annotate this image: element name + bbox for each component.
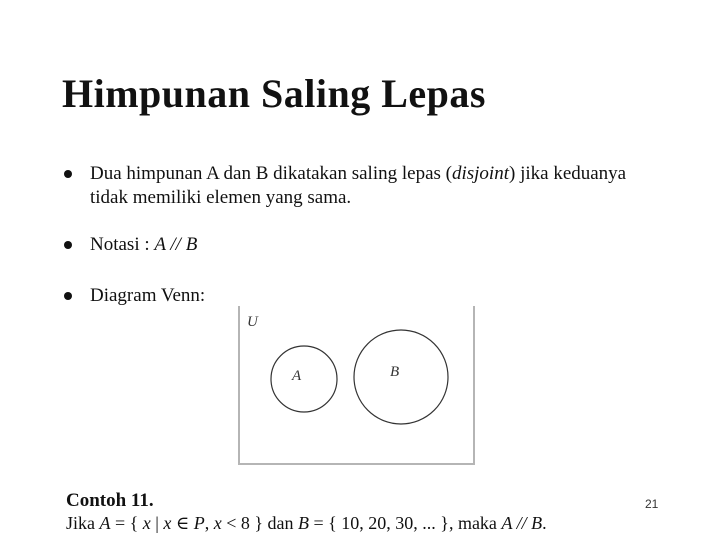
example-part: < 8 } dan: [221, 513, 299, 533]
definition-disjoint-term: disjoint: [451, 163, 509, 184]
definition-line1-start: Dua himpunan A dan B dikatakan saling lepas (: [90, 163, 452, 184]
slide-title: Himpunan Saling Lepas: [62, 71, 486, 116]
example-part: = {: [110, 513, 143, 533]
page-number: 21: [645, 497, 659, 511]
example-part: ∈: [171, 513, 194, 533]
example-part: ,: [204, 513, 214, 533]
bullet-dot-icon: [64, 241, 72, 249]
example-part: x: [163, 513, 172, 533]
definition-text: [90, 162, 626, 210]
universe-label: U: [247, 314, 258, 330]
set-b-label: B: [390, 364, 400, 380]
example-part: B: [298, 513, 310, 533]
example-part: .: [542, 513, 547, 533]
example-statement: [66, 513, 547, 534]
bullet-dot-icon: [64, 292, 72, 300]
example-part: A: [99, 513, 111, 533]
example-part: x: [213, 513, 222, 533]
example-part: Jika: [66, 513, 100, 533]
example-part: P: [193, 513, 205, 533]
example-heading: Contoh 11.: [66, 490, 154, 511]
example-part: A // B: [501, 513, 543, 533]
set-b-circle: [354, 330, 448, 424]
venn-svg: [240, 306, 473, 463]
notation-symbol: A // B: [154, 234, 198, 255]
example-part: |: [150, 513, 164, 533]
notation-text: [90, 233, 197, 257]
venn-diagram: [238, 306, 475, 465]
venn-heading: Diagram Venn:: [90, 285, 206, 306]
example-part: x: [142, 513, 151, 533]
definition-line1-end: ) jika keduanya: [509, 163, 627, 184]
bullet-dot-icon: [64, 170, 72, 178]
notation-prefix: Notasi :: [90, 234, 155, 255]
example-part: = { 10, 20, 30, ... }, maka: [309, 513, 502, 533]
set-a-circle: [271, 346, 337, 412]
set-a-label: A: [292, 368, 302, 384]
definition-line2: tidak memiliki elemen yang sama.: [90, 187, 352, 208]
